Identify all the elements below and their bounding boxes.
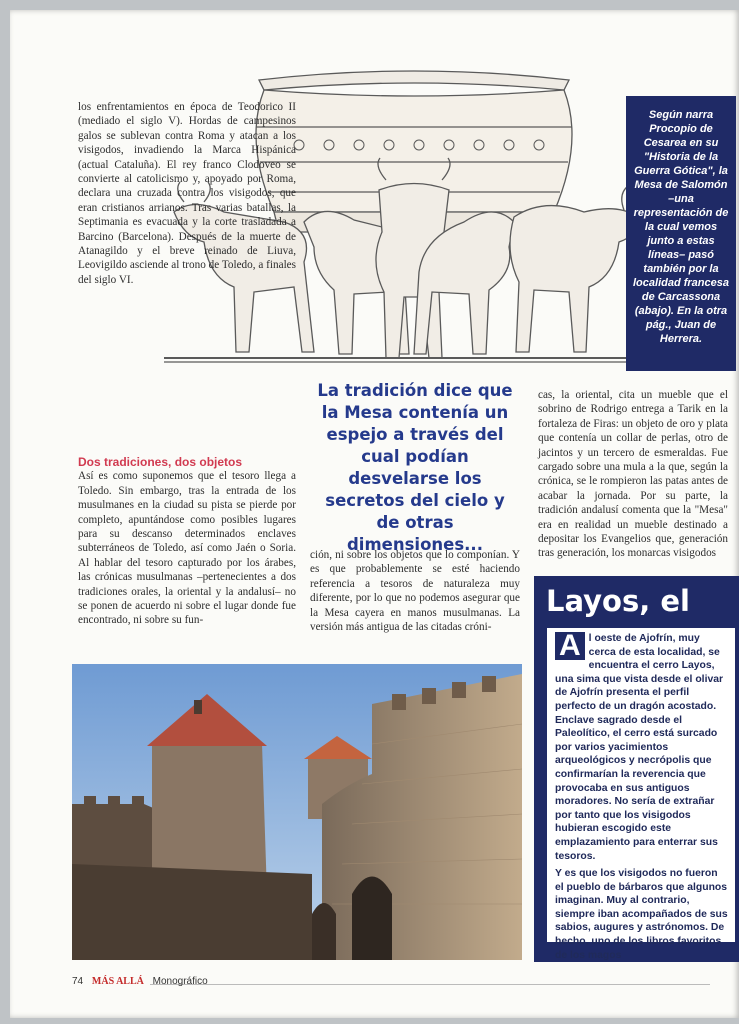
sidebar-title: Layos, el xyxy=(546,584,690,618)
image-caption-box: Según narra Procopio de Cesarea en su "Historia de la Guerra Gótica", la Mesa de Salomón –una representación de la cual vemos junto a estas líneas– pasó también por la localidad francesa de Carcassona (abajo). En la otra pág., Juan de Herrera. xyxy=(626,96,736,371)
magazine-name: MÁS ALLÁ xyxy=(91,976,144,987)
article-column-2 xyxy=(310,548,520,634)
article-paragraph: ción, ni sobre los objetos que lo componían. Y es que probablemente se esté haciendo referencia a tesoros de naturaleza muy diferente, por lo que no podemos asegurar que la Mesa cayera en manos musulmanas. La versión más antigua de las citadas cróni- xyxy=(310,549,520,634)
article-column-1-bottom xyxy=(78,455,296,628)
carcassonne-castle-photo xyxy=(72,664,522,960)
page-number: 74 xyxy=(72,976,84,987)
sidebar-paragraph-2: Y es que los visigodos no fueron el pueblo de bárbaros que algunos imaginan. Muy al contrario, siempre iban acompañados de sus sabios, augures y astrónomos. De hecho, uno de los libros favoritos de los magos xyxy=(555,868,728,961)
section-name: Monográfico xyxy=(152,976,208,987)
page-footer xyxy=(72,976,208,987)
article-paragraph: los enfrentamientos en época de Teodorico II (mediado el siglo V). Hordas de campesinos galos se sublevan contra Roma y atacan a los visigodos, invadiendo la Marca Hispánica (actual Cataluña). El rey franco Clodoveo se convierte al catolicismo y, apoyado por Roma, declara una cruzada contra los visigodos, que eran cristianos arrianos. Tras varias batallas, la Septimania es evacuada y la corte trasladada a Barcino (Barcelona). Después de la muerte de Atanagildo y el breve reinado de Liuva, Leovigildo asciende al trono de Toledo, a finales del siglo VI. xyxy=(78,101,296,286)
pull-quote: La tradición dice que la Mesa contenía un espejo a través del cual podían desvelarse los secretos del cielo y de otras dimensiones... xyxy=(317,381,513,554)
article-paragraph: cas, la oriental, cita un mueble que el sobrino de Rodrigo entrega a Tarik en la fortaleza de Firas: un objeto de oro y plata que contenía un collar de perlas, otro de jacintos y un tercero de esmeraldas. Fue cargado sobre una mula a la que, según la crónica, se le rompieron las patas antes de acabar la jornada. Por su parte, la tradición andalusí comenta que la "Mesa" era en realidad un mueble destinado a depositar los Evangelios que, generación tras generación, los monarcas visigodos xyxy=(538,389,728,560)
article-column-1-top xyxy=(78,100,296,287)
footer-rule xyxy=(150,984,710,985)
sidebar-paragraph-1: A l oeste de Ajofrín, muy cerca de esta localidad, se encuentra el cerro Layos, una sima que vista desde el olivar de Ajofrín presenta el perfil perfecto de un dragón acostado. Enclave sagrado desde el Paleolítico, el cerro está surcado por varios yacimientos arqueológicos y necrópolis que confirmarían la reverencia que provocaba en sus antiguos moradores. No sería de extrañar por tanto que los visigodos hubieran escogido este emplazamiento para enterrar sus tesoros. xyxy=(555,629,724,862)
article-column-3 xyxy=(538,388,728,561)
section-subheading: Dos tradiciones, dos objetos xyxy=(78,455,243,469)
sidebar-text-box xyxy=(547,628,735,961)
drop-cap: A xyxy=(555,632,585,660)
article-paragraph: Así es como suponemos que el tesoro llega a Toledo. Sin embargo, tras la entrada de los musulmanes en la ciudad su pista se pierde por completo, apuntándose como posibles lugares para su descanso determinados enclaves subterráneos de Toledo, así como Jaén o Soria. Al hablar del tesoro capturado por los árabes, las crónicas musulmanas –pertenecientes a dos tradiciones orales, la oriental y la andalusí– no se ponen de acuerdo ni sobre el lugar donde fue encontrado, ni sobre su fun- xyxy=(78,470,296,627)
